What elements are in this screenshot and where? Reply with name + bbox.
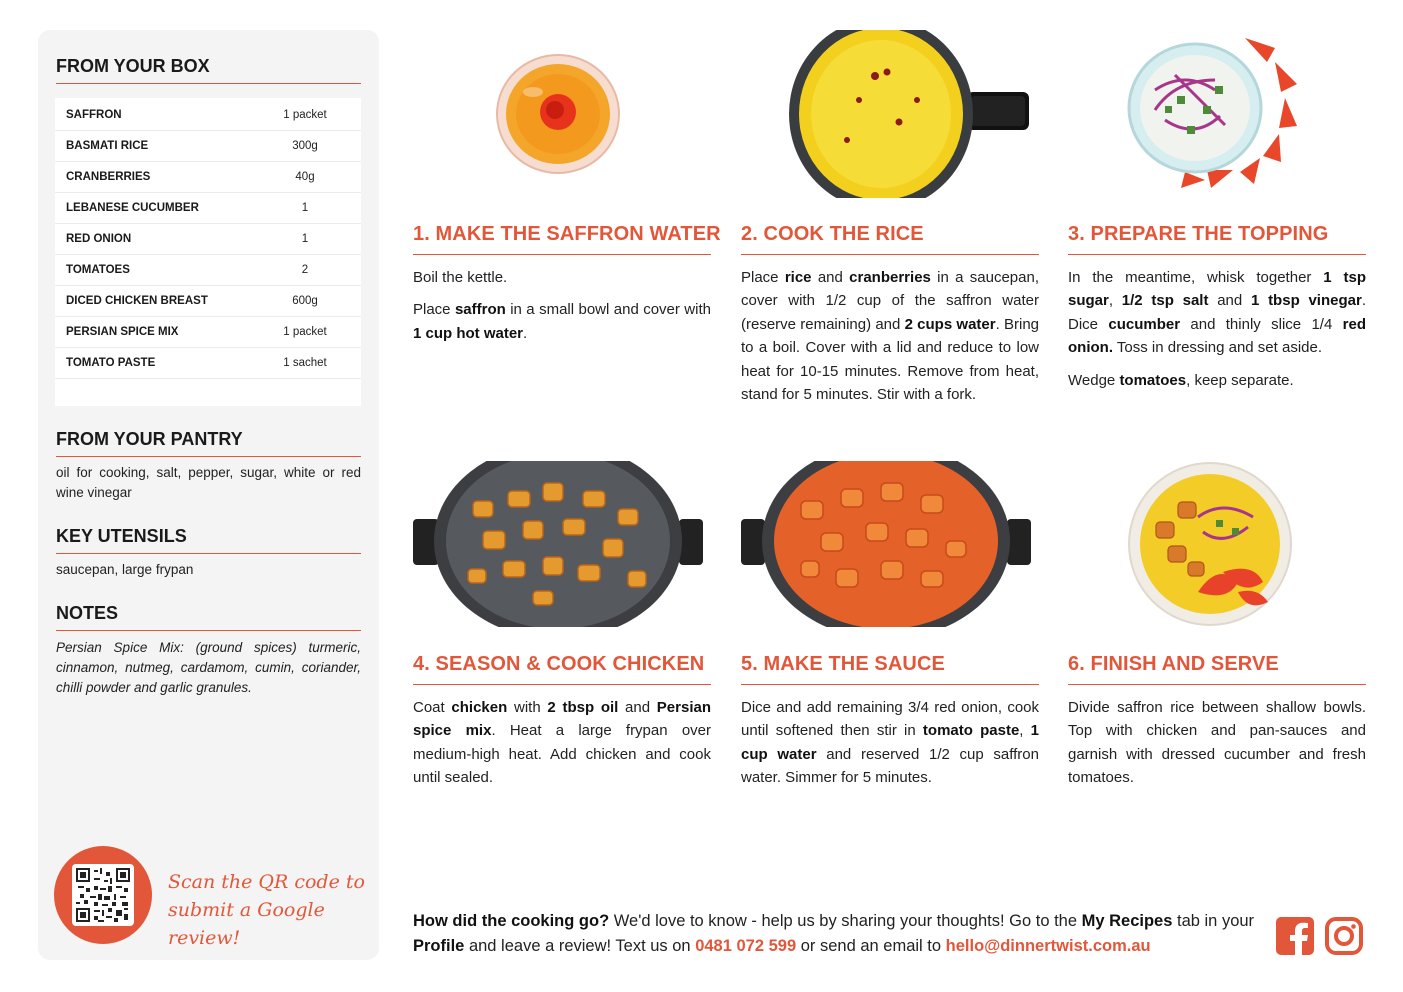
ingredient-qty: 1 sachet <box>283 357 327 369</box>
qr-code-icon[interactable] <box>72 864 134 926</box>
key-utensils-heading: KEY UTENSILS <box>56 526 361 554</box>
qr-badge <box>54 846 152 944</box>
ingredient-qty: 1 <box>301 202 309 214</box>
step-1-body <box>413 266 711 354</box>
step-paragraph: Divide saffron rice between shallow bowls. Top with chicken and pan-sauces and garnish with dressed cucumber and fresh tomatoes. <box>1068 699 1366 787</box>
ingredient-row <box>55 255 361 286</box>
ingredient-qty: 40g <box>295 171 315 183</box>
ingredient-name: TOMATOES <box>66 264 130 276</box>
step-5-body <box>741 696 1039 799</box>
ingredient-qty: 300g <box>292 140 318 152</box>
step-paragraph: Boil the kettle. <box>413 269 508 286</box>
ingredient-row <box>55 286 361 317</box>
step-2-title: 2. COOK THE RICE <box>741 223 1039 255</box>
sauce-frypan-image <box>741 461 1031 627</box>
step-paragraph: Place saffron in a small bowl and cover with 1 cup hot water. <box>413 301 711 342</box>
step-6-body <box>1068 696 1366 799</box>
saffron-water-image <box>493 52 623 177</box>
ingredient-qty: 1 <box>301 233 309 245</box>
from-your-pantry-heading: FROM YOUR PANTRY <box>56 429 361 457</box>
notes-heading: NOTES <box>56 603 361 631</box>
qr-text-line2: submit a Google review! <box>168 899 325 949</box>
ingredient-name: LEBANESE CUCUMBER <box>66 202 199 214</box>
ingredient-row <box>55 162 361 193</box>
ingredient-name: SAFFRON <box>66 109 122 121</box>
topping-bowl-image <box>1125 30 1300 198</box>
instagram-icon[interactable] <box>1325 917 1363 955</box>
step-3-title: 3. PREPARE THE TOPPING <box>1068 223 1366 255</box>
step-3-body <box>1068 266 1366 401</box>
ingredient-name: TOMATO PASTE <box>66 357 156 369</box>
step-6-title: 6. FINISH AND SERVE <box>1068 653 1366 685</box>
chicken-frypan-image <box>413 461 703 627</box>
ingredient-row <box>55 100 361 131</box>
step-paragraph: Coat chicken with 2 tbsp oil and Persian spice mix. Heat a large frypan over medium-high heat. Add chicken and cook until sealed. <box>413 699 711 787</box>
ingredient-qty: 600g <box>292 295 318 307</box>
step-4-body <box>413 696 711 799</box>
ingredient-name: RED ONION <box>66 233 132 245</box>
ingredient-row <box>55 317 361 348</box>
ingredient-name: BASMATI RICE <box>66 140 149 152</box>
ingredient-row <box>55 131 361 162</box>
utensils-text: saucepan, large frypan <box>56 562 194 577</box>
from-your-box-heading: FROM YOUR BOX <box>56 56 361 84</box>
notes-text: Persian Spice Mix: (ground spices) turmeric, cinnamon, nutmeg, cardamom, cumin, coriander, chilli powder and garlic granules. <box>56 640 361 695</box>
finished-bowl-image <box>1128 462 1293 627</box>
step-2-body <box>741 266 1039 415</box>
step-5-title: 5. MAKE THE SAUCE <box>741 653 1039 685</box>
ingredient-name: CRANBERRIES <box>66 171 151 183</box>
ingredient-qty: 1 packet <box>283 326 327 338</box>
step-paragraph: In the meantime, whisk together 1 tsp sugar, 1/2 tsp salt and 1 tbsp vinegar. Dice cucumber and thinly slice 1/4 red onion. Toss in dressing and set aside. <box>1068 269 1366 357</box>
ingredient-name: DICED CHICKEN BREAST <box>66 295 208 307</box>
qr-text-line1: Scan the QR code to <box>168 871 365 893</box>
pantry-text: oil for cooking, salt, pepper, sugar, white or red wine vinegar <box>56 465 361 500</box>
facebook-icon[interactable] <box>1276 917 1314 955</box>
ingredient-row <box>55 193 361 224</box>
step-paragraph: Wedge tomatoes, keep separate. <box>1068 371 1294 389</box>
ingredients-table <box>55 98 361 406</box>
ingredient-row <box>55 348 361 379</box>
step-1-title: 1. MAKE THE SAFFRON WATER <box>413 223 711 255</box>
step-paragraph: Dice and add remaining 3/4 red onion, cook until softened then stir in tomato paste, 1 cup water and reserved 1/2 cup saffron water. Simmer for 5 minutes. <box>741 699 1039 787</box>
ingredient-qty: 2 <box>301 264 309 276</box>
step-4-title: 4. SEASON & COOK CHICKEN <box>413 653 711 685</box>
ingredients-sidebar <box>38 30 379 960</box>
qr-review-text <box>168 868 368 952</box>
review-footer-text: How did the cooking go? We'd love to know - help us by sharing your thoughts! Go to the My Recipes tab in your Profile and leave a review! Text us on 0481 072 599 or send an email to hello@dinnertwist.com.au <box>413 912 1255 955</box>
step-paragraph: Place rice and cranberries in a saucepan, cover with 1/2 cup of the saffron water (reserve remaining) and 2 cups water. Bring to a boil. Cover with a lid and reduce to low heat for 10-15 minutes. Remove from heat, stand for 5 minutes. Stir with a fork. <box>741 269 1040 404</box>
ingredient-row <box>55 224 361 255</box>
ingredient-name: PERSIAN SPICE MIX <box>66 326 179 338</box>
rice-pot-image <box>787 30 1032 198</box>
ingredient-qty: 1 packet <box>283 109 327 121</box>
